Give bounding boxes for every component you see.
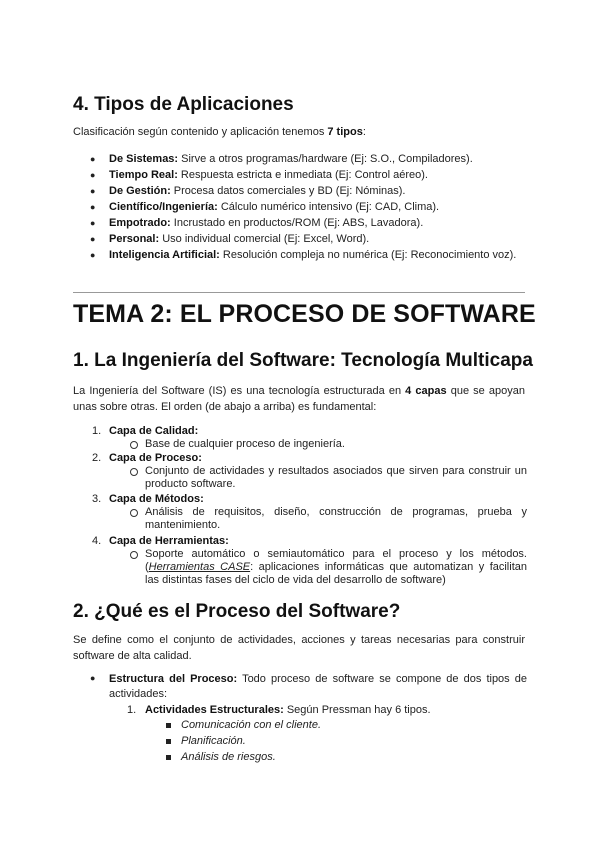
activity-item: Planificación. <box>181 735 246 747</box>
list-item <box>109 249 516 262</box>
square-bullet-icon <box>166 723 171 728</box>
square-bullet-icon <box>166 755 171 760</box>
paren-open: ( <box>145 561 149 573</box>
list-item-label: Científico/Ingeniería: <box>109 201 218 213</box>
section-2-intro: Se define como el conjunto de actividades, acciones y tareas necesarias para construir software de alta calidad. <box>73 634 525 662</box>
section-4-title: 4. Tipos de Aplicaciones <box>73 94 294 115</box>
list-item-label: Inteligencia Artificial: <box>109 249 220 261</box>
layer-number: 2. <box>92 452 102 464</box>
bullet-icon: ● <box>90 234 96 244</box>
list-item <box>109 217 423 230</box>
circle-bullet-icon <box>130 468 138 476</box>
structure-item <box>109 672 527 702</box>
circle-bullet-icon <box>130 551 138 559</box>
bullet-icon: ● <box>90 673 96 683</box>
intro-text-end: que se apoyan unas sobre otras. El orden (de abajo a arriba) es fundamental: <box>73 385 525 413</box>
intro-bold: 7 tipos <box>327 126 363 138</box>
intro-colon: : <box>362 126 366 138</box>
divider <box>73 292 525 293</box>
section-2-title: 2. ¿Qué es el Proceso del Software? <box>73 601 401 622</box>
section-1-title: 1. La Ingeniería del Software: Tecnología Multicapa <box>73 350 533 371</box>
list-item-label: Tiempo Real: <box>109 169 178 181</box>
layer-description <box>145 548 527 587</box>
layer-label: Capa de Proceso: <box>109 452 202 464</box>
section-4-intro <box>73 126 366 139</box>
layer-description: Conjunto de actividades y resultados asociados que sirven para construir un producto software. <box>145 465 527 490</box>
layer-label: Capa de Calidad: <box>109 425 199 437</box>
layer-label: Capa de Métodos: <box>109 493 204 505</box>
list-item-label: De Sistemas: <box>109 153 179 165</box>
bullet-icon: ● <box>90 202 96 212</box>
list-item-label: Empotrado: <box>109 217 171 229</box>
list-item-text: Cálculo numérico intensivo (Ej: CAD, Clima). <box>217 201 440 213</box>
list-item <box>109 233 369 246</box>
layer-label: Capa de Herramientas: <box>109 535 229 547</box>
layer-number: 4. <box>92 535 102 547</box>
sub-label: Actividades Estructurales: <box>145 704 284 716</box>
list-item-text: Uso individual comercial (Ej: Excel, Word). <box>159 233 370 245</box>
list-item-text: Incrustado en productos/ROM (Ej: ABS, Lavadora). <box>170 217 424 229</box>
layer-number: 1. <box>92 425 102 437</box>
layer-description-text: Soporte automático o semiautomático para el proceso y los métodos. <box>145 548 527 560</box>
sub-number: 1. <box>127 704 137 716</box>
layer-description: Base de cualquier proceso de ingeniería. <box>145 438 345 450</box>
layer-number: 3. <box>92 493 102 505</box>
herramientas-case-link[interactable]: Herramientas CASE <box>148 561 251 573</box>
structural-activities <box>145 704 431 717</box>
bullet-icon: ● <box>90 186 96 196</box>
layer-description: Análisis de requisitos, diseño, construcción de programas, prueba y mantenimiento. <box>145 506 527 531</box>
intro-text: La Ingeniería del Software (IS) es una tecnología estructurada en <box>73 385 406 397</box>
list-item <box>109 169 428 182</box>
list-item-label: Personal: <box>109 233 160 245</box>
activity-item: Comunicación con el cliente. <box>181 719 322 731</box>
structure-text: Todo proceso de software se compone de dos tipos de actividades: <box>109 673 528 700</box>
sub-text: Según Pressman hay 6 tipos. <box>283 704 431 716</box>
list-item-text: Respuesta estricta e inmediata (Ej: Control aéreo). <box>177 169 428 181</box>
square-bullet-icon <box>166 739 171 744</box>
bullet-icon: ● <box>90 154 96 164</box>
circle-bullet-icon <box>130 441 138 449</box>
list-item <box>109 201 439 214</box>
list-item-text: Resolución compleja no numérica (Ej: Reconocimiento voz). <box>219 249 517 261</box>
list-item <box>109 153 473 166</box>
list-item-text: Sirve a otros programas/hardware (Ej: S.O., Compiladores). <box>178 153 473 165</box>
list-item <box>109 185 405 198</box>
tema-2-title: TEMA 2: EL PROCESO DE SOFTWARE <box>73 300 536 328</box>
structure-label: Estructura del Proceso: <box>109 673 238 685</box>
intro-bold: 4 capas <box>405 385 447 397</box>
activity-item: Análisis de riesgos. <box>181 751 276 763</box>
bullet-icon: ● <box>90 250 96 260</box>
bullet-icon: ● <box>90 170 96 180</box>
circle-bullet-icon <box>130 509 138 517</box>
list-item-text: Procesa datos comerciales y BD (Ej: Nóminas). <box>170 185 406 197</box>
intro-text: Clasificación según contenido y aplicación tenemos <box>73 126 328 138</box>
bullet-icon: ● <box>90 218 96 228</box>
link-description: : aplicaciones informáticas que automatizan y facilitan las distintas fases del ciclo de vida del desarrollo de software) <box>145 561 527 586</box>
list-item-label: De Gestión: <box>109 185 171 197</box>
section-1-intro <box>73 383 525 415</box>
